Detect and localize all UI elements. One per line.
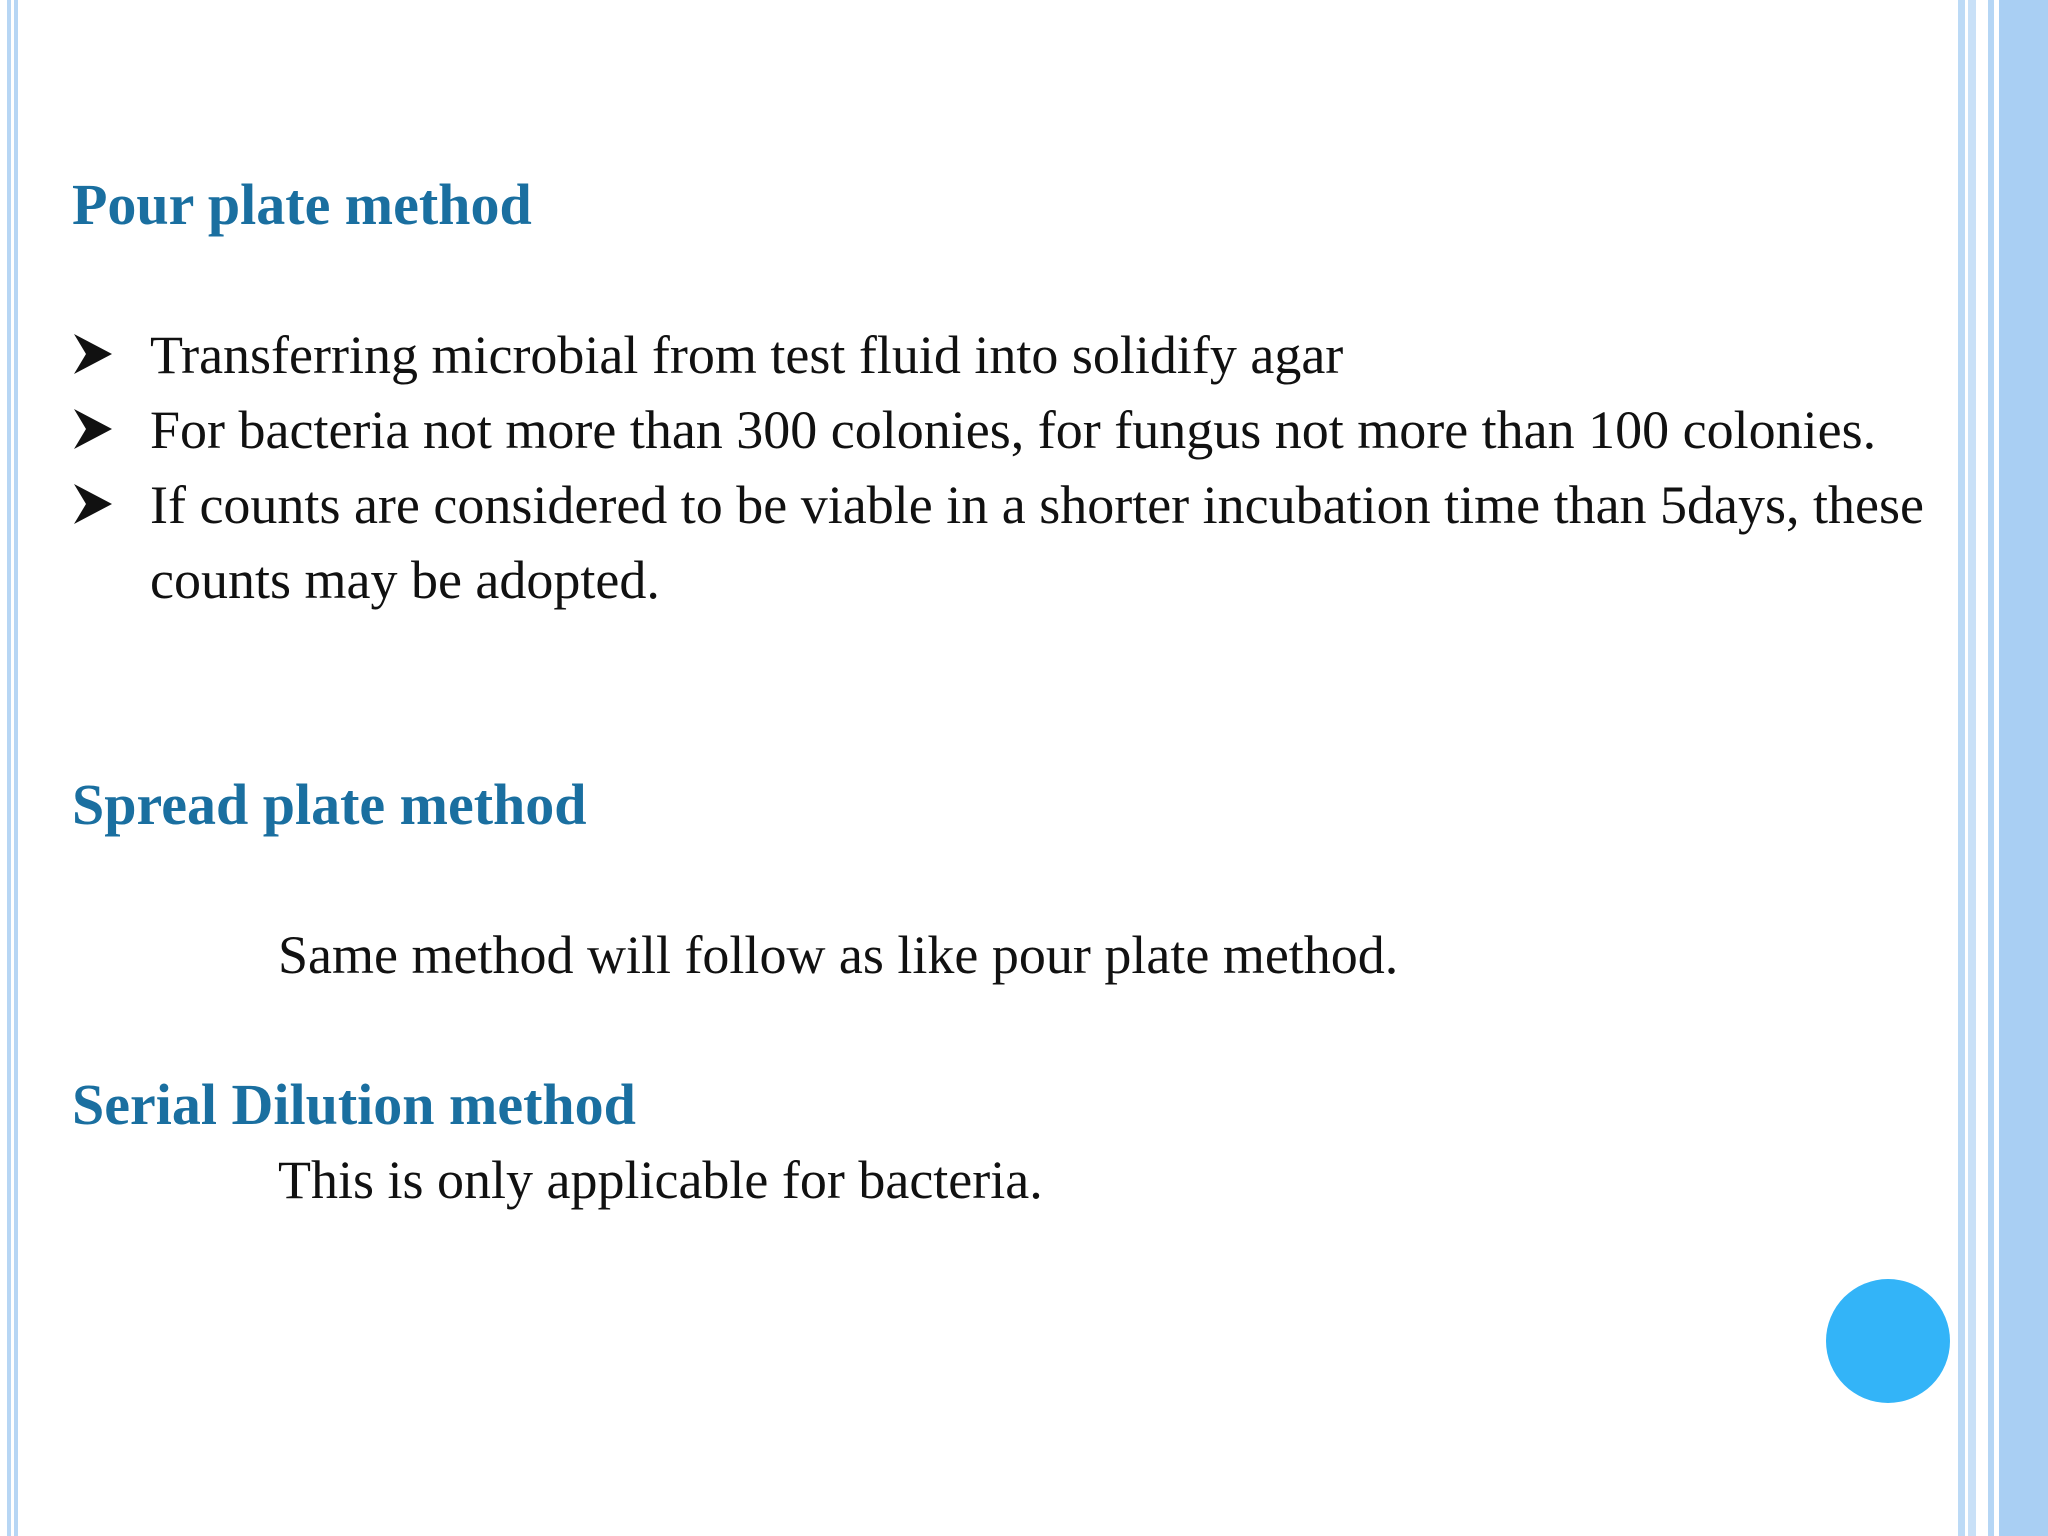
bullet-text: Transferring microbial from test fluid into solidify agar (150, 325, 1344, 385)
bullet-item (72, 393, 1924, 468)
spread-plate-heading: Spread plate method (72, 772, 587, 837)
decorative-circle (1826, 1279, 1950, 1403)
bullet-item (72, 468, 1924, 618)
serial-dilution-heading: Serial Dilution method (72, 1072, 636, 1137)
arrowhead-bullet-icon (72, 480, 114, 528)
spread-plate-description: Same method will follow as like pour plate method. (278, 925, 1399, 985)
arrowhead-bullet-icon (72, 405, 114, 453)
serial-dilution-description: This is only applicable for bacteria. (278, 1150, 1043, 1210)
bullet-item (72, 318, 1924, 393)
left-decorative-border (0, 0, 25, 1536)
pour-plate-heading: Pour plate method (72, 172, 532, 237)
bullet-text: For bacteria not more than 300 colonies, for fungus not more than 100 colonies. (150, 400, 1877, 460)
arrowhead-bullet-icon (72, 330, 114, 378)
slide-content (72, 0, 1924, 1536)
right-decorative-border (1958, 0, 2048, 1536)
bullet-text: If counts are considered to be viable in a shorter incubation time than 5days, these counts may be adopted. (150, 475, 1924, 610)
pour-plate-bullet-list (72, 318, 1924, 618)
